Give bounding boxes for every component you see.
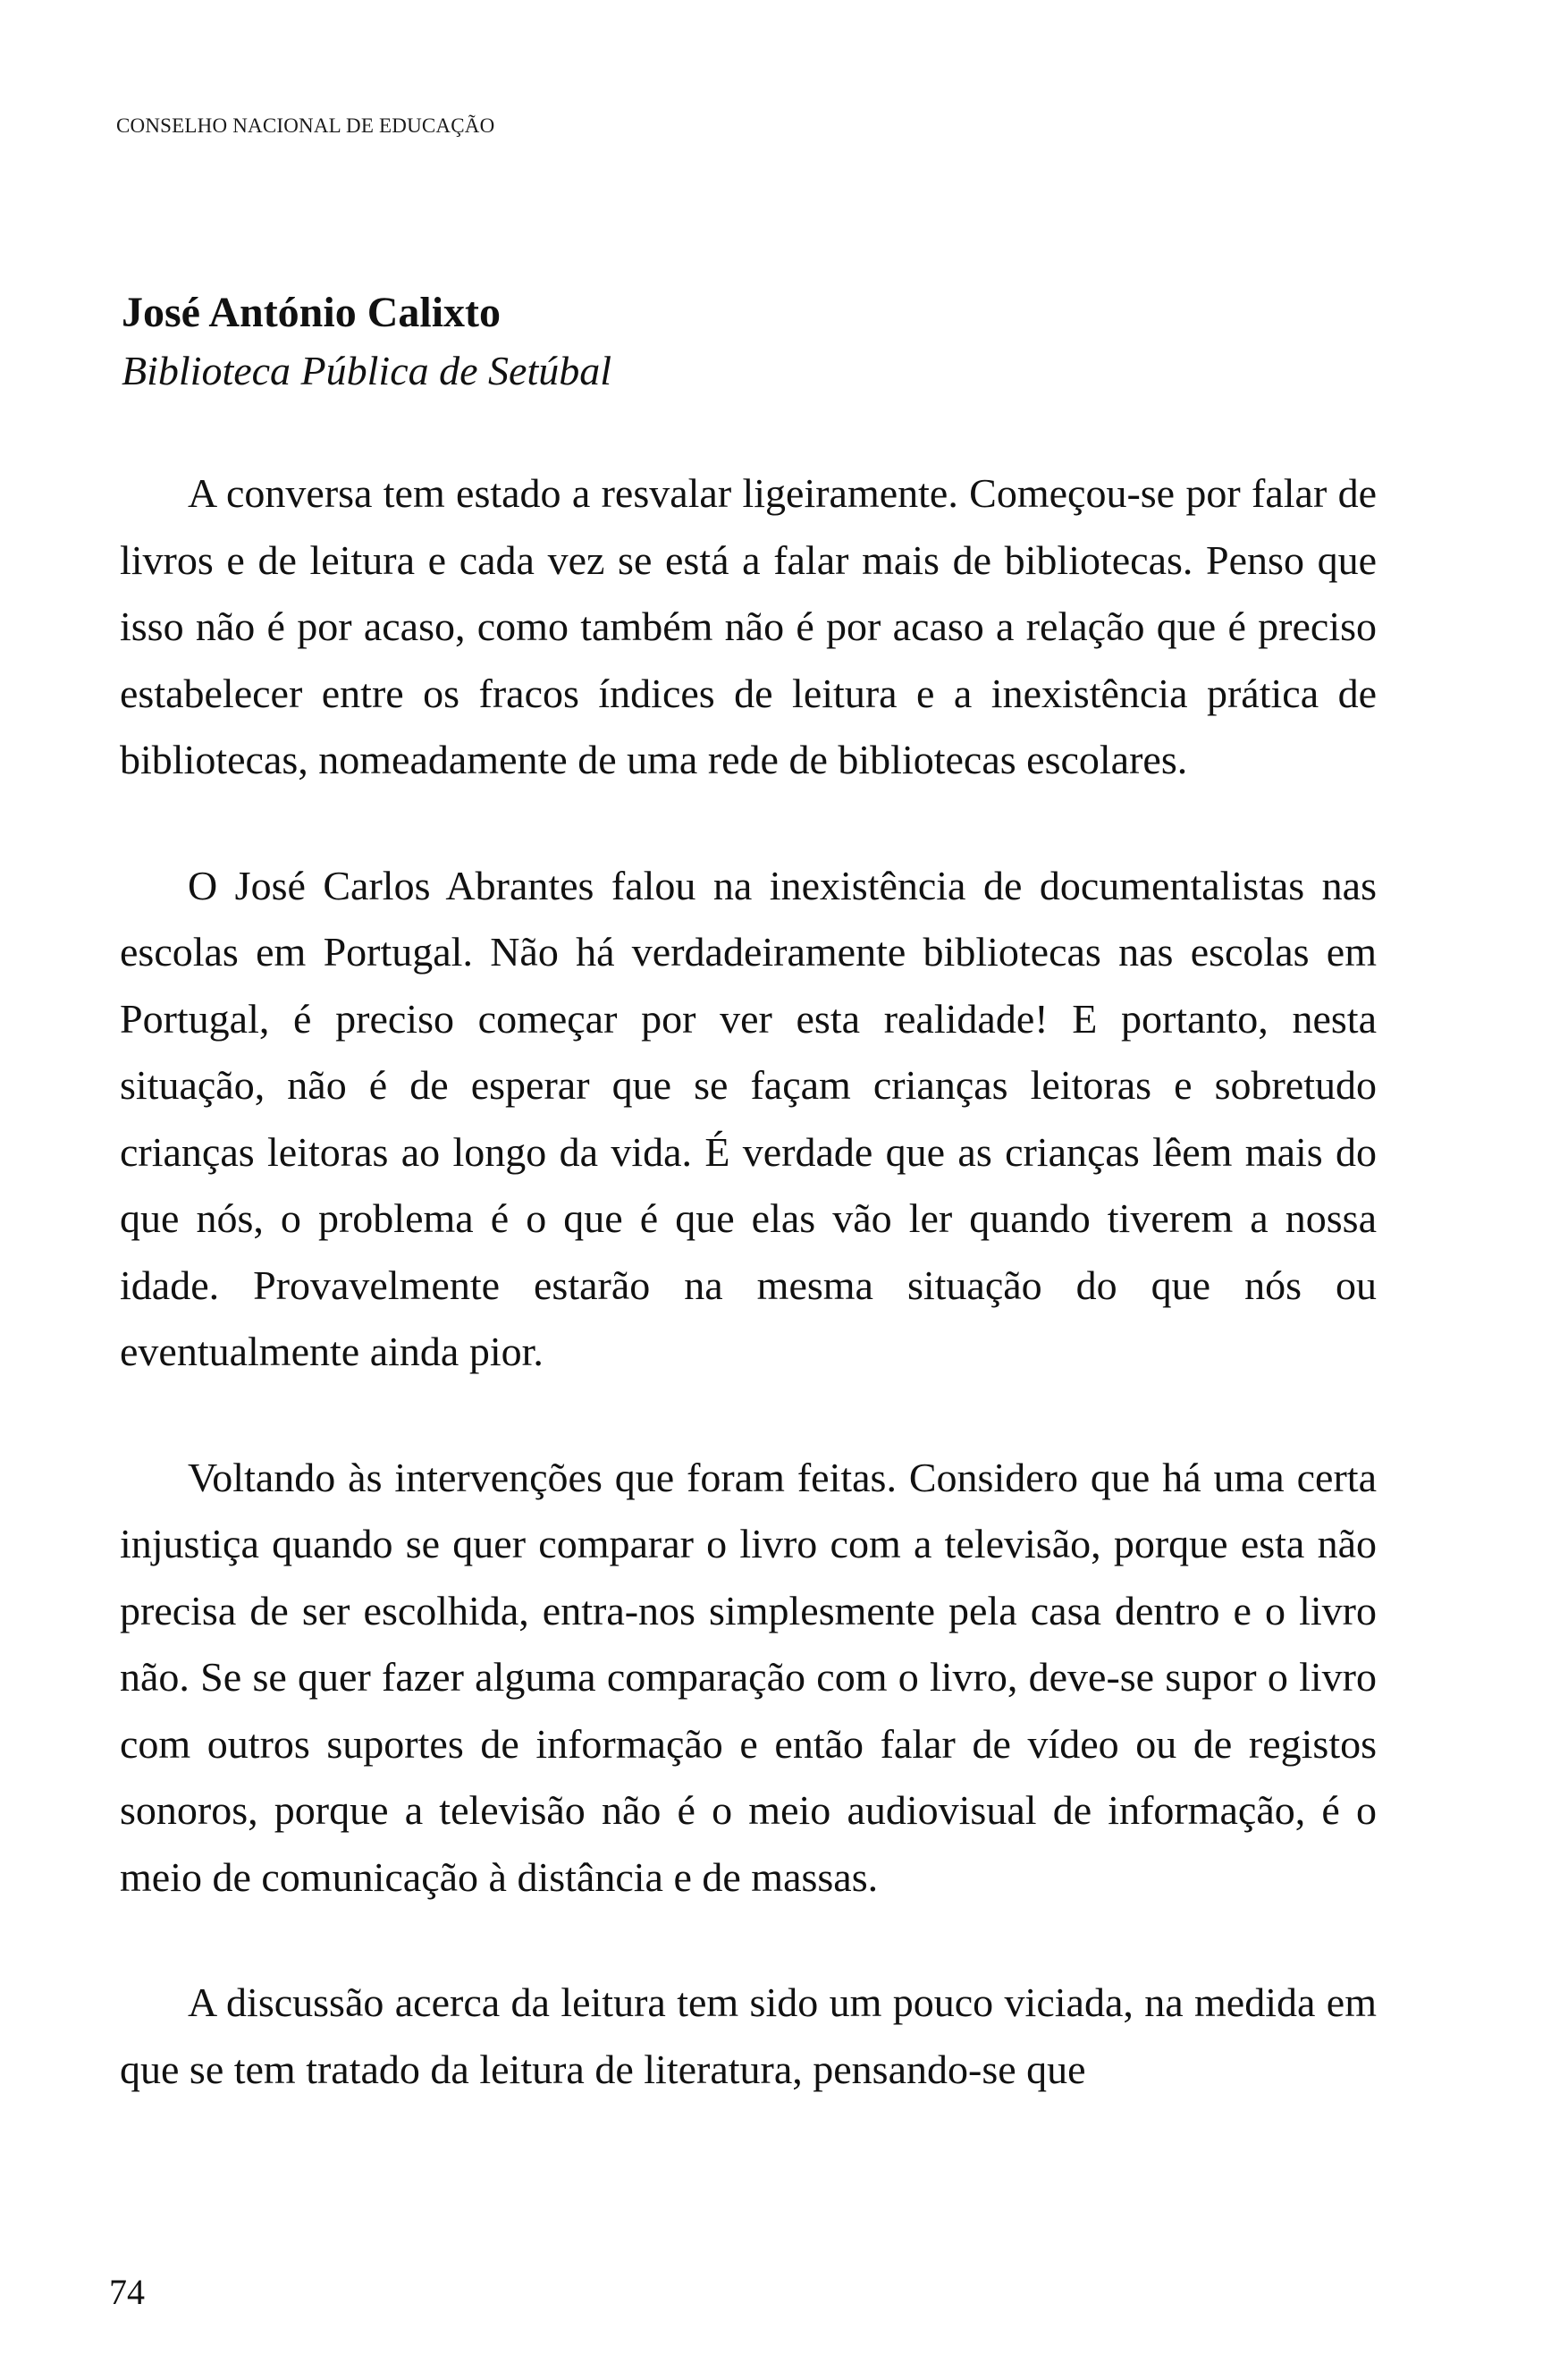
author-affiliation: Biblioteca Pública de Setúbal [122, 348, 612, 393]
author-block [122, 284, 1373, 401]
body-text [120, 460, 1377, 2103]
paragraph: A conversa tem estado a resvalar ligeiramente. Começou-se por falar de livros e de leitura e cada vez se está a falar mais de bibliotecas. Penso que isso não é por acaso, como também não é por acaso a relação que é preciso estabelecer entre os fracos índices de leitura e a inexistência prática de bibliotecas, nomeadamente de uma rede de bibliotecas escolares. [120, 470, 1377, 782]
paragraph: O José Carlos Abrantes falou na inexistência de documentalistas nas escolas em Portugal. Não há verdadeiramente bibliotecas nas escolas em Portugal, é preciso começar por ver esta realidade! E portanto, nesta situação, não é de esperar que se façam crianças leitoras e sobretudo crianças leitoras ao longo da vida. É verdade que as crianças lêem mais do que nós, o problema é o que é que elas vão ler quando tiverem a nossa idade. Provavelmente estarão na mesma situação do que nós ou eventualmente ainda pior. [120, 862, 1377, 1374]
author-name: José António Calixto [122, 289, 502, 336]
paragraph: Voltando às intervenções que foram feitas. Considero que há uma certa injustiça quando se quer comparar o livro com a televisão, porque esta não precisa de ser escolhida, entra-nos simplesmente pela casa dentro e o livro não. Se se quer fazer alguma comparação com o livro, deve-se supor o livro com outros suportes de informação e então falar de vídeo ou de registos sonoros, porque a televisão não é o meio audiovisual de informação, é o meio de comunicação à distância e de massas. [120, 1454, 1377, 1900]
page-number: 74 [109, 2272, 145, 2312]
running-header: CONSELHO NACIONAL DE EDUCAÇÃO [116, 114, 495, 137]
paragraph: A discussão acerca da leitura tem sido um pouco viciada, na medida em que se tem tratado da leitura de literatura, pensando-se que [120, 1979, 1377, 2092]
